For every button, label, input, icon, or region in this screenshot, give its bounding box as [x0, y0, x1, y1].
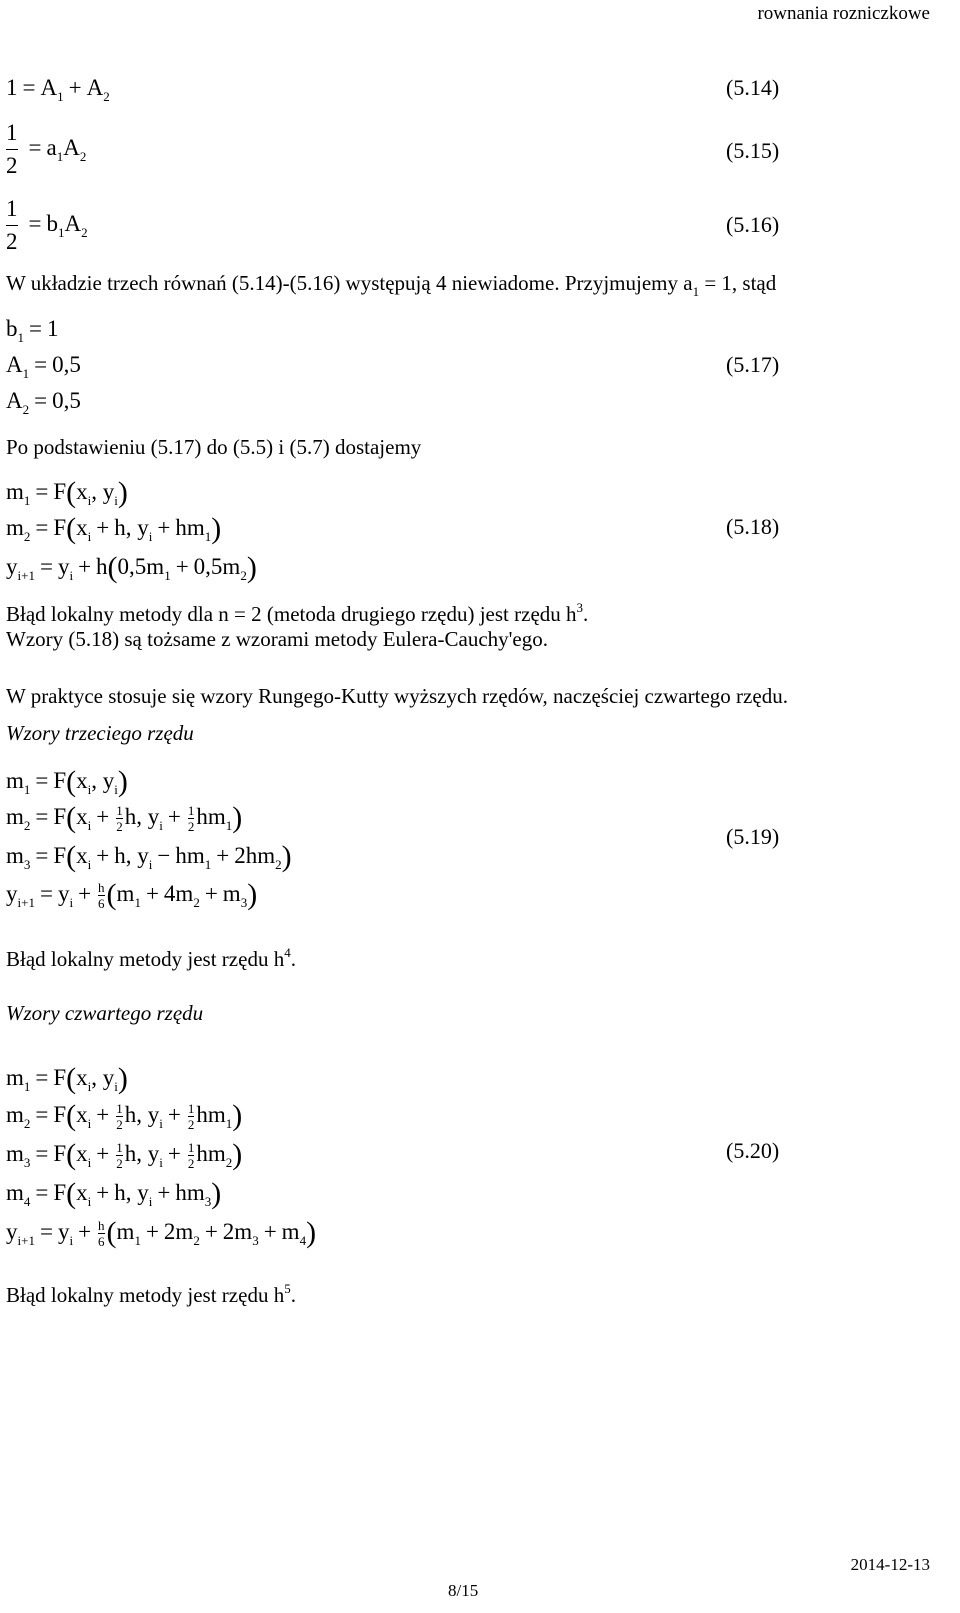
equation-5-18-line-3: $y_{i+1} = y_i + h(0,5m_1 + 0,5m_2)$	[6, 551, 257, 584]
paragraph-practice: W praktyce stosuje się wzory Rungego-Kutty wyższych rzędów, naczęściej czwartego rzędu.	[6, 684, 788, 708]
equation-5-14: $1 = A_1 + A_2$	[6, 75, 110, 104]
equation-5-18-line-1: $m_1 = F(x_i$, $y_i$)	[6, 476, 128, 509]
running-header: rownania rozniczkowe	[757, 3, 930, 24]
equation-5-19-line-3: $m_3 = F(x_i + h$, $y_i - hm_1 + 2hm_2$)	[6, 840, 292, 873]
equation-number-5-15: (5.15)	[726, 138, 780, 163]
equation-number-5-19: (5.19)	[726, 824, 780, 849]
fraction-one-half: $\frac{1}{2}$	[6, 120, 18, 179]
equation-5-20-line-4: $m_4 = F(x_i + h$, $y_i + hm_3$)	[6, 1177, 222, 1210]
heading-third-order: Wzory trzeciego rzędu	[6, 721, 194, 745]
equation-number-5-16: (5.16)	[726, 212, 780, 237]
equation-5-16: $\frac{1}{2}$ = $b_1A_2$	[6, 196, 88, 255]
equation-number-5-18: (5.18)	[726, 514, 780, 539]
equation-number-5-14: (5.14)	[726, 75, 780, 100]
paragraph-error-order-3: Błąd lokalny metody jest rzędu $h^4$.	[6, 945, 296, 971]
equation-5-20-line-5: $y_{i+1} = y_i$ + $\frac{h}{6}$ $(m_1 + 2m_2 + 2m_3 + m_4)$	[6, 1216, 317, 1250]
equation-5-17-line-2: $A_1 = 0,5$	[6, 352, 81, 381]
footer-page-number: 8/15	[448, 1581, 479, 1600]
equation-5-17-line-1: $b_1 = 1$	[6, 316, 59, 345]
footer-date: 2014-12-13	[850, 1555, 930, 1574]
equation-5-19-line-2: $m_2 = F(x_i$ + $\frac{1}{2}$ h, $y_i$ + $\frac{1}{2}$ $hm_1$)	[6, 801, 243, 835]
equation-5-20-line-2: $m_2 = F(x_i$ + $\frac{1}{2}$ h, $y_i$ + $\frac{1}{2}$ $hm_1$)	[6, 1099, 243, 1133]
equation-5-20-line-3: $m_3 = F(x_i$ + $\frac{1}{2}$ h, $y_i$ + $\frac{1}{2}$ $hm_2$)	[6, 1138, 243, 1172]
equation-5-15: $\frac{1}{2}$ = $a_1A_2$	[6, 120, 87, 179]
equation-5-19-line-4: $y_{i+1} = y_i$ + $\frac{h}{6}$ $(m_1 + 4m_2 + m_3)$	[6, 878, 258, 912]
fraction-one-half: $\frac{1}{2}$	[6, 196, 18, 255]
paragraph-error-order-4: Błąd lokalny metody jest rzędu $h^5$.	[6, 1281, 296, 1307]
equation-number-5-17: (5.17)	[726, 352, 780, 377]
equation-5-20-line-1: $m_1 = F(x_i$, $y_i$)	[6, 1062, 128, 1095]
equation-5-19-line-1: $m_1 = F(x_i$, $y_i$)	[6, 765, 128, 798]
paragraph-error-order-2: Błąd lokalny metody dla n = 2 (metoda drugiego rzędu) jest rzędu $h^3$.	[6, 600, 589, 626]
equation-5-17-line-3: $A_2 = 0,5$	[6, 388, 81, 417]
equation-5-18-line-2: $m_2 = F(x_i + h$, $y_i + hm_1$)	[6, 512, 222, 545]
heading-fourth-order: Wzory czwartego rzędu	[6, 1001, 204, 1025]
paragraph-euler-cauchy: Wzory (5.18) są tożsame z wzorami metody Eulera-Cauchy'ego.	[6, 627, 548, 651]
paragraph-unknowns: W układzie trzech równań (5.14)-(5.16) występują 4 niewiadome. Przyjmujemy $a_1 = 1$, stąd	[6, 271, 777, 299]
paragraph-substitution: Po podstawieniu (5.17) do (5.5) i (5.7) dostajemy	[6, 435, 422, 459]
equation-number-5-20: (5.20)	[726, 1138, 780, 1163]
